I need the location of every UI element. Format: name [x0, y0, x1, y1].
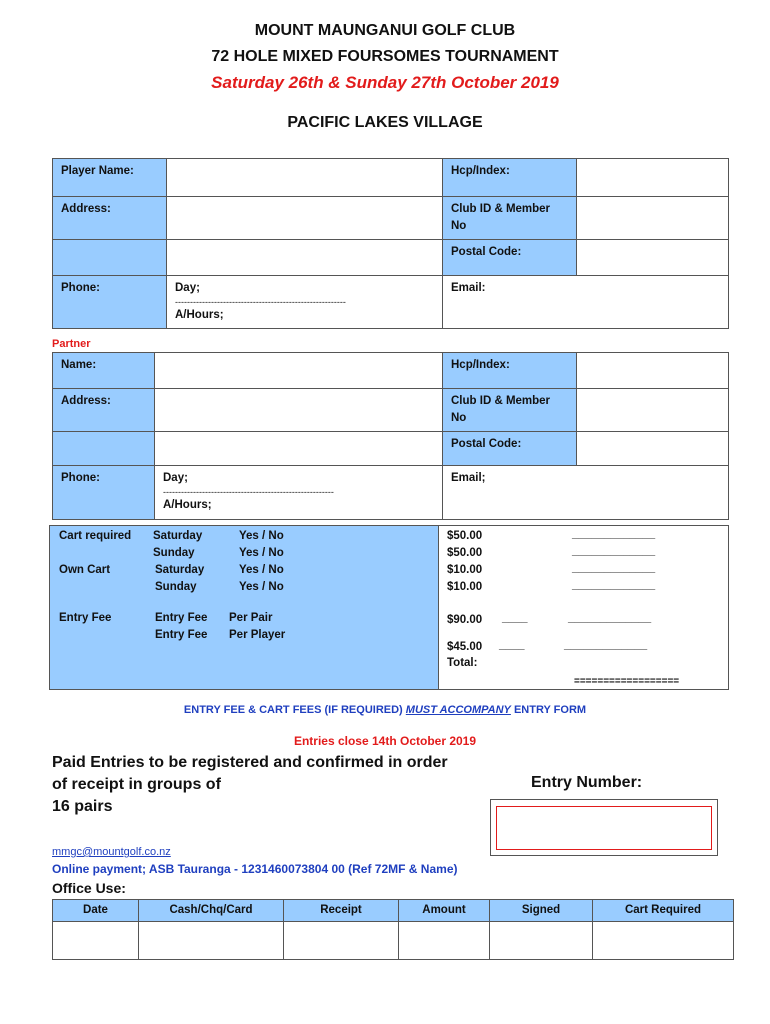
cart-sat-label: Saturday — [153, 530, 203, 542]
price-own-sat: $10.00 — [447, 564, 483, 576]
own-sat-label: Saturday — [155, 564, 205, 576]
player-phone-label: Phone: — [53, 276, 167, 329]
partner-clubid-field[interactable] — [577, 389, 729, 432]
paid-entries-text — [52, 752, 448, 818]
player-hcp-label: Hcp/Index: — [443, 159, 577, 197]
per-player-label: Per Player — [229, 629, 286, 641]
partner-day-label: Day; — [163, 472, 188, 484]
partner-email-label: Email; — [451, 472, 486, 484]
tournament-title: 72 HOLE MIXED FOURSOMES TOURNAMENT — [211, 48, 559, 65]
office-cell-date[interactable] — [53, 922, 139, 960]
total-equals[interactable]: ================== — [574, 676, 680, 687]
player-address-field[interactable] — [167, 197, 443, 240]
line-player[interactable]: _____________ — [564, 639, 648, 651]
fee-notice-must: MUST ACCOMPANY — [405, 704, 511, 716]
partner-phone-field[interactable] — [155, 466, 443, 520]
entry-number-inner — [496, 806, 712, 850]
office-cell-cart[interactable] — [593, 922, 734, 960]
player-address-label: Address: — [53, 197, 167, 240]
player-clubid-field[interactable] — [577, 197, 729, 240]
line-own-sun[interactable]: _____________ — [572, 579, 656, 591]
own-sun-label: Sunday — [155, 581, 197, 593]
price-own-sun: $10.00 — [447, 581, 483, 593]
player-name-field[interactable] — [167, 159, 443, 197]
partner-phone-label: Phone: — [53, 466, 155, 520]
player-ahours-label: A/Hours; — [175, 309, 224, 321]
paid-line-1: Paid Entries to be registered and confirmed in order — [52, 754, 448, 771]
office-col-cart: Cart Required — [593, 900, 734, 922]
player-email-label: Email: — [451, 282, 486, 294]
partner-address-label: Address: — [53, 389, 155, 432]
per-pair-label: Per Pair — [229, 612, 273, 624]
partner-address-label-2 — [53, 432, 155, 466]
tournament-dates: Saturday 26th & Sunday 27th October 2019 — [211, 73, 559, 92]
paid-line-3: 16 pairs — [52, 798, 113, 815]
venue-title: PACIFIC LAKES VILLAGE — [287, 114, 483, 131]
entries-close: Entries close 14th October 2019 — [293, 734, 477, 748]
cart-sun-label: Sunday — [153, 547, 195, 559]
entry-number-box[interactable] — [490, 799, 718, 856]
price-player: $45.00 — [447, 641, 483, 653]
entry-fee-label: Entry Fee — [59, 612, 112, 624]
office-use-title: Office Use: — [52, 880, 126, 896]
fee-notice — [0, 704, 770, 716]
player-postal-label: Postal Code: — [443, 240, 577, 276]
partner-name-field[interactable] — [155, 353, 443, 389]
cart-sat-yesno[interactable]: Yes / No — [239, 530, 284, 542]
club-email-link[interactable]: mmgc@mountgolf.co.nz — [52, 846, 171, 858]
partner-hcp-field[interactable] — [577, 353, 729, 389]
partner-postal-label: Postal Code: — [443, 432, 577, 466]
partner-section-label: Partner — [52, 338, 91, 350]
line-own-sat[interactable]: _____________ — [572, 562, 656, 574]
line-cart-sun[interactable]: _____________ — [572, 545, 656, 557]
price-cart-sat: $50.00 — [447, 530, 483, 542]
office-cell-receipt[interactable] — [284, 922, 399, 960]
office-cell-signed[interactable] — [490, 922, 593, 960]
partner-postal-field[interactable] — [577, 432, 729, 466]
own-sat-yesno[interactable]: Yes / No — [239, 564, 284, 576]
player-table — [52, 158, 729, 329]
office-cell-payment[interactable] — [139, 922, 284, 960]
player-clubid-label: Club ID & Member No — [443, 197, 577, 240]
own-cart-label: Own Cart — [59, 564, 111, 576]
office-col-receipt: Receipt — [284, 900, 399, 922]
office-col-amount: Amount — [399, 900, 490, 922]
office-cell-amount[interactable] — [399, 922, 490, 960]
player-dash-line: --------------------------------------------------------- — [175, 297, 346, 307]
price-cart-sun: $50.00 — [447, 547, 483, 559]
player-name-label: Player Name: — [53, 159, 167, 197]
partner-clubid-label: Club ID & Member No — [443, 389, 577, 432]
office-use-table — [52, 899, 734, 960]
entry-fee-pair-label: Entry Fee — [155, 612, 208, 624]
entry-number-label: Entry Number: — [531, 774, 643, 791]
line-cart-sat[interactable]: _____________ — [572, 528, 656, 540]
partner-address-field[interactable] — [155, 389, 443, 432]
paid-line-2: of receipt in groups of — [52, 776, 221, 793]
office-col-payment: Cash/Chq/Card — [139, 900, 284, 922]
player-day-label: Day; — [175, 282, 200, 294]
fee-notice-post: ENTRY FORM — [510, 704, 587, 716]
total-label: Total: — [447, 657, 478, 669]
qty-pair[interactable]: ____ — [502, 612, 528, 624]
club-title: MOUNT MAUNGANUI GOLF CLUB — [254, 22, 516, 39]
cart-required-label: Cart required — [59, 530, 132, 542]
office-col-date: Date — [53, 900, 139, 922]
price-pair: $90.00 — [447, 614, 483, 626]
player-email-field[interactable] — [443, 276, 729, 329]
fees-box — [49, 525, 729, 690]
entry-fee-player-label: Entry Fee — [155, 629, 208, 641]
player-address-field-2[interactable] — [167, 240, 443, 276]
partner-ahours-label: A/Hours; — [163, 499, 212, 511]
partner-hcp-label: Hcp/Index: — [443, 353, 577, 389]
online-payment-text: Online payment; ASB Tauranga - 1231460073804 00 (Ref 72MF & Name) — [52, 862, 458, 876]
partner-name-label: Name: — [53, 353, 155, 389]
player-hcp-field[interactable] — [577, 159, 729, 197]
cart-sun-yesno[interactable]: Yes / No — [239, 547, 284, 559]
partner-email-field[interactable] — [443, 466, 729, 520]
qty-player[interactable]: ____ — [499, 639, 525, 651]
office-col-signed: Signed — [490, 900, 593, 922]
fee-notice-pre: ENTRY FEE & CART FEES (IF REQUIRED) — [183, 704, 406, 716]
partner-dash-line: --------------------------------------------------------- — [163, 487, 334, 497]
partner-table — [52, 352, 729, 520]
player-address-label-2 — [53, 240, 167, 276]
player-phone-field[interactable] — [167, 276, 443, 329]
own-sun-yesno[interactable]: Yes / No — [239, 581, 284, 593]
player-postal-field[interactable] — [577, 240, 729, 276]
partner-address-field-2[interactable] — [155, 432, 443, 466]
line-pair[interactable]: _____________ — [568, 612, 652, 624]
